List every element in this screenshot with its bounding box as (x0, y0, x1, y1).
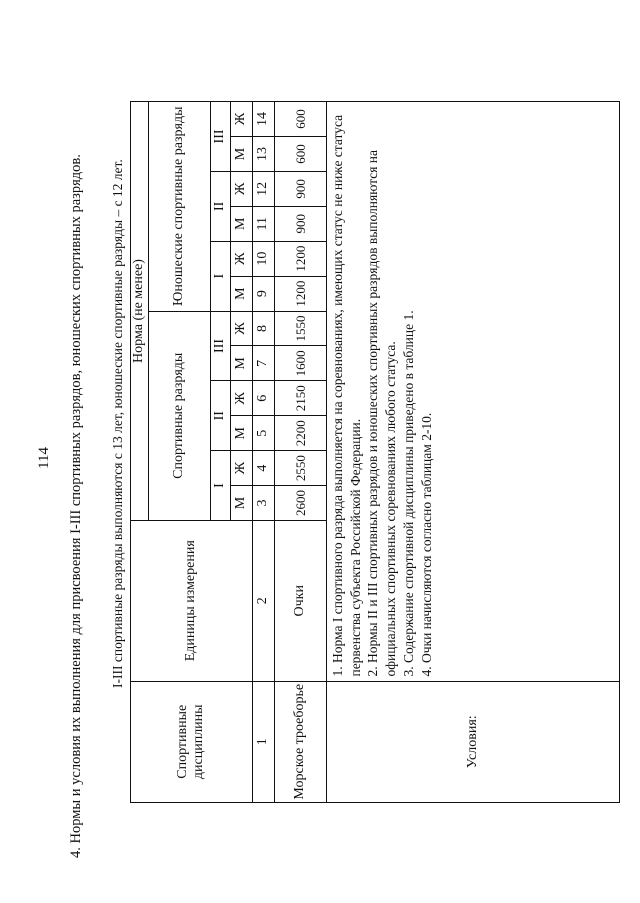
rank-header: III (210, 102, 230, 172)
gender-cell: Ж (230, 102, 252, 137)
section-heading: 4. Нормы и условия их выполнения для присвоения I-III спортивных разрядов, юношеских спортивных разрядов. (68, 154, 84, 858)
condition-item: 3. Содержание спортивной дисциплины приведено в таблице 1. (401, 310, 417, 677)
norms-table (130, 101, 620, 803)
conditions-label: Условия: (326, 681, 619, 802)
condition-item: 4. Очки начисляются согласно таблицам 2-10. (418, 412, 434, 677)
column-number: 12 (252, 171, 274, 206)
column-number: 14 (252, 102, 274, 137)
norm-value: 1200 (274, 241, 326, 276)
gender-cell: Ж (230, 171, 252, 206)
norm-value: 2200 (274, 416, 326, 451)
norm-value: 2150 (274, 381, 326, 416)
header-disciplines: Спортивные дисциплины (131, 681, 253, 802)
rank-header: I (210, 241, 230, 311)
gender-cell: М (230, 416, 252, 451)
column-number: 5 (252, 416, 274, 451)
rank-header: II (210, 381, 230, 451)
norm-value: 600 (274, 102, 326, 137)
norm-value: 2550 (274, 451, 326, 486)
gender-cell: Ж (230, 311, 252, 346)
norm-value: 1200 (274, 276, 326, 311)
column-number: 9 (252, 276, 274, 311)
norm-value: 900 (274, 206, 326, 241)
gender-cell: М (230, 137, 252, 172)
conditions-text (326, 102, 619, 682)
column-number: 4 (252, 451, 274, 486)
header-sport-ranks: Спортивные разряды (148, 311, 210, 520)
norm-value: 1550 (274, 311, 326, 346)
rank-header: II (210, 171, 230, 241)
page-number: 114 (36, 447, 52, 469)
column-number: 8 (252, 311, 274, 346)
norm-value: 2600 (274, 486, 326, 521)
discipline-name: Морское троеборье (274, 681, 326, 802)
header-norm: Норма (не менее) (131, 102, 149, 521)
condition-item: 1. Норма I спортивного разряда выполняется на соревнованиях, имеющих статус не ниже статуса первенства субъекта Российской Федерации. (329, 114, 363, 677)
column-number: 1 (252, 681, 274, 802)
column-number: 10 (252, 241, 274, 276)
rank-header: I (210, 451, 230, 521)
gender-cell: Ж (230, 381, 252, 416)
norm-value: 600 (274, 137, 326, 172)
rank-header: III (210, 311, 230, 381)
column-number: 2 (252, 520, 274, 681)
unit-name: Очки (274, 520, 326, 681)
column-number: 3 (252, 486, 274, 521)
table-caption: I-III спортивные разряды выполняются с 13 лет, юношеские спортивные разряды – с 12 лет. (110, 159, 125, 688)
norm-value: 900 (274, 171, 326, 206)
norm-value: 1600 (274, 346, 326, 381)
column-number: 13 (252, 137, 274, 172)
header-youth-ranks: Юношеские спортивные разряды (148, 102, 210, 312)
condition-item: 2. Нормы II и III спортивных разрядов и юношеских спортивных разрядов выполняются на официальных спортивных соревнованиях любого статуса. (365, 149, 399, 677)
column-number: 6 (252, 381, 274, 416)
gender-cell: Ж (230, 451, 252, 486)
gender-cell: Ж (230, 241, 252, 276)
gender-cell: М (230, 486, 252, 521)
column-number: 11 (252, 206, 274, 241)
gender-cell: М (230, 276, 252, 311)
gender-cell: М (230, 346, 252, 381)
gender-cell: М (230, 206, 252, 241)
column-number: 7 (252, 346, 274, 381)
header-units: Единицы измерения (131, 520, 253, 681)
